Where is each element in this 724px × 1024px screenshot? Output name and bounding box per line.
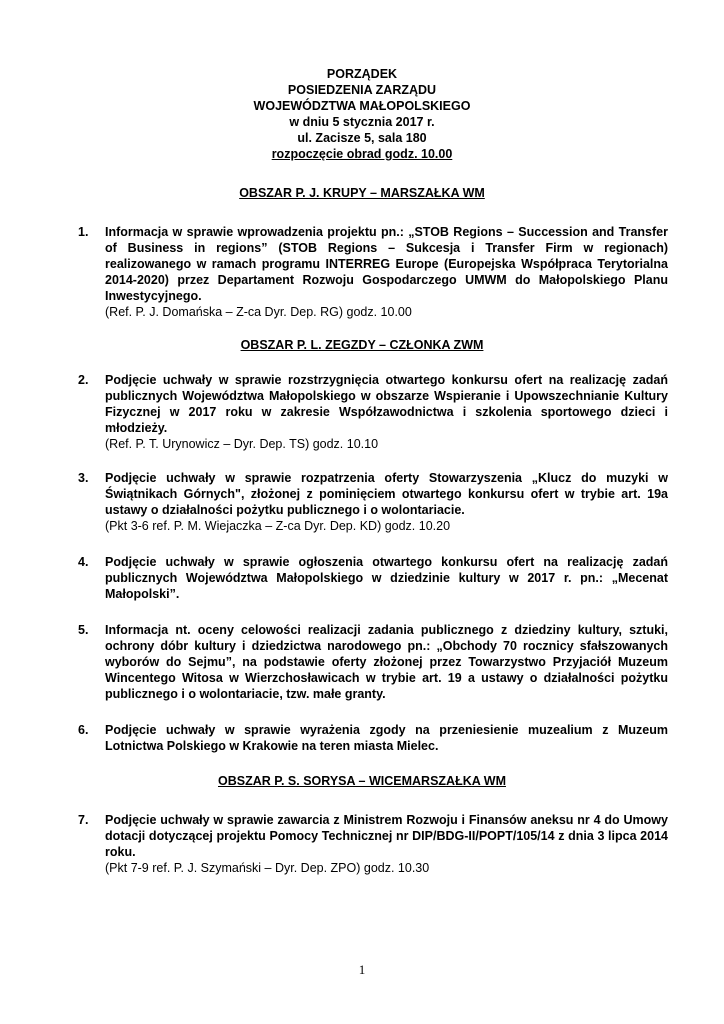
- item-text: Podjęcie uchwały w sprawie wyrażenia zgody na przeniesienie muzealium z Muzeum Lotnictwa Polskiego w Krakowie na teren miasta Mielec.: [105, 723, 668, 753]
- section-heading-zegzdy: OBSZAR P. L. ZEGZDY – CZŁONKA ZWM: [240, 338, 484, 352]
- agenda-item-5: [78, 622, 668, 702]
- header-title: PORZĄDEK: [326, 67, 398, 81]
- item-text: Podjęcie uchwały w sprawie ogłoszenia otwartego konkursu ofert na realizację zadań publicznych Województwa Małopolskiego w dziedzinie kultury w 2017 r. pn.: „Mecenat Małopolski”.: [105, 555, 668, 601]
- section-heading-krupy: OBSZAR P. J. KRUPY – MARSZAŁKA WM: [239, 186, 485, 200]
- item-number: 7.: [78, 813, 89, 827]
- item-text: Podjęcie uchwały w sprawie rozstrzygnięcia otwartego konkursu ofert na realizację zadań publicznych Województwa Małopolskiego w obszarze Wspieranie i Upowszechnianie Kultury Fizycznej w 2017 roku w zakresie Współzawodnictwa i szkolenia sportowego dzieci i młodzieży.: [105, 373, 668, 435]
- item-text: Podjęcie uchwały w sprawie rozpatrzenia oferty Stowarzyszenia „Klucz do muzyki w Świątnikach Górnych", złożonej z pominięciem otwartego konkursu ofert w trybie art. 19a ustawy o działalności pożytku publicznego i o wolontariacie.: [105, 471, 668, 517]
- item-text: Podjęcie uchwały w sprawie zawarcia z Ministrem Rozwoju i Finansów aneksu nr 4 do Umowy dotacji dotyczącej projektu Pomocy Technicznej nr DIP/BDG-II/POPT/105/14 z dnia 3 lipca 2014 roku.: [105, 813, 668, 859]
- header-location: ul. Zacisze 5, sala 180: [297, 131, 427, 145]
- section-heading-sorysa: OBSZAR P. S. SORYSA – WICEMARSZAŁKA WM: [218, 774, 506, 788]
- agenda-item-4: [78, 554, 668, 602]
- agenda-item-7: [78, 812, 668, 876]
- item-number: 4.: [78, 555, 89, 569]
- header-date: w dniu 5 stycznia 2017 r.: [289, 115, 435, 129]
- agenda-item-2: [78, 372, 668, 452]
- item-reference: (Pkt 7-9 ref. P. J. Szymański – Dyr. Dep. ZPO) godz. 10.30: [105, 861, 430, 875]
- item-number: 6.: [78, 723, 89, 737]
- page-number: 1: [358, 962, 366, 977]
- item-number: 5.: [78, 623, 89, 637]
- agenda-header: [0, 66, 724, 162]
- item-number: 3.: [78, 471, 89, 485]
- agenda-item-6: [78, 722, 668, 754]
- item-number: 1.: [78, 225, 89, 239]
- item-text: Informacja w sprawie wprowadzenia projektu pn.: „STOB Regions – Succession and Transfer of Business in regions” (STOB Regions – Sukcesja i Transfer Firm w regionach) realizowanego w ramach programu INTERREG Europe (Europejska Współpraca Terytorialna 2014-2020) przez Departament Rozwoju Gospodarczego UMWM do Małopolskiego Planu Inwestycyjnego.: [105, 225, 668, 303]
- header-start-time: rozpoczęcie obrad godz. 10.00: [271, 147, 453, 161]
- item-reference: (Ref. P. T. Urynowicz – Dyr. Dep. TS) godz. 10.10: [105, 437, 379, 451]
- header-subtitle: POSIEDZENIA ZARZĄDU: [287, 83, 437, 97]
- item-reference: (Ref. P. J. Domańska – Z-ca Dyr. Dep. RG) godz. 10.00: [105, 305, 412, 319]
- agenda-item-3: [78, 470, 668, 534]
- header-organization: WOJEWÓDZTWA MAŁOPOLSKIEGO: [253, 99, 471, 113]
- item-text: Informacja nt. oceny celowości realizacji zadania publicznego z dziedziny kultury, sztuki, ochrony dóbr kultury i dziedzictwa narodowego pn.: „Obchody 70 rocznicy sfałszowanych wyborów do Sejmu”, na podstawie oferty złożonej przez Towarzystwo Przyjaciół Muzeum Wincentego Witosa w Wierzchosławicach w trybie art. 19 a ustawy o działalności pożytku publicznego i o wolontariacie, tzw. małe granty.: [105, 623, 668, 701]
- item-reference: (Pkt 3-6 ref. P. M. Wiejaczka – Z-ca Dyr. Dep. KD) godz. 10.20: [105, 519, 451, 533]
- agenda-item-1: [78, 224, 668, 320]
- item-number: 2.: [78, 373, 89, 387]
